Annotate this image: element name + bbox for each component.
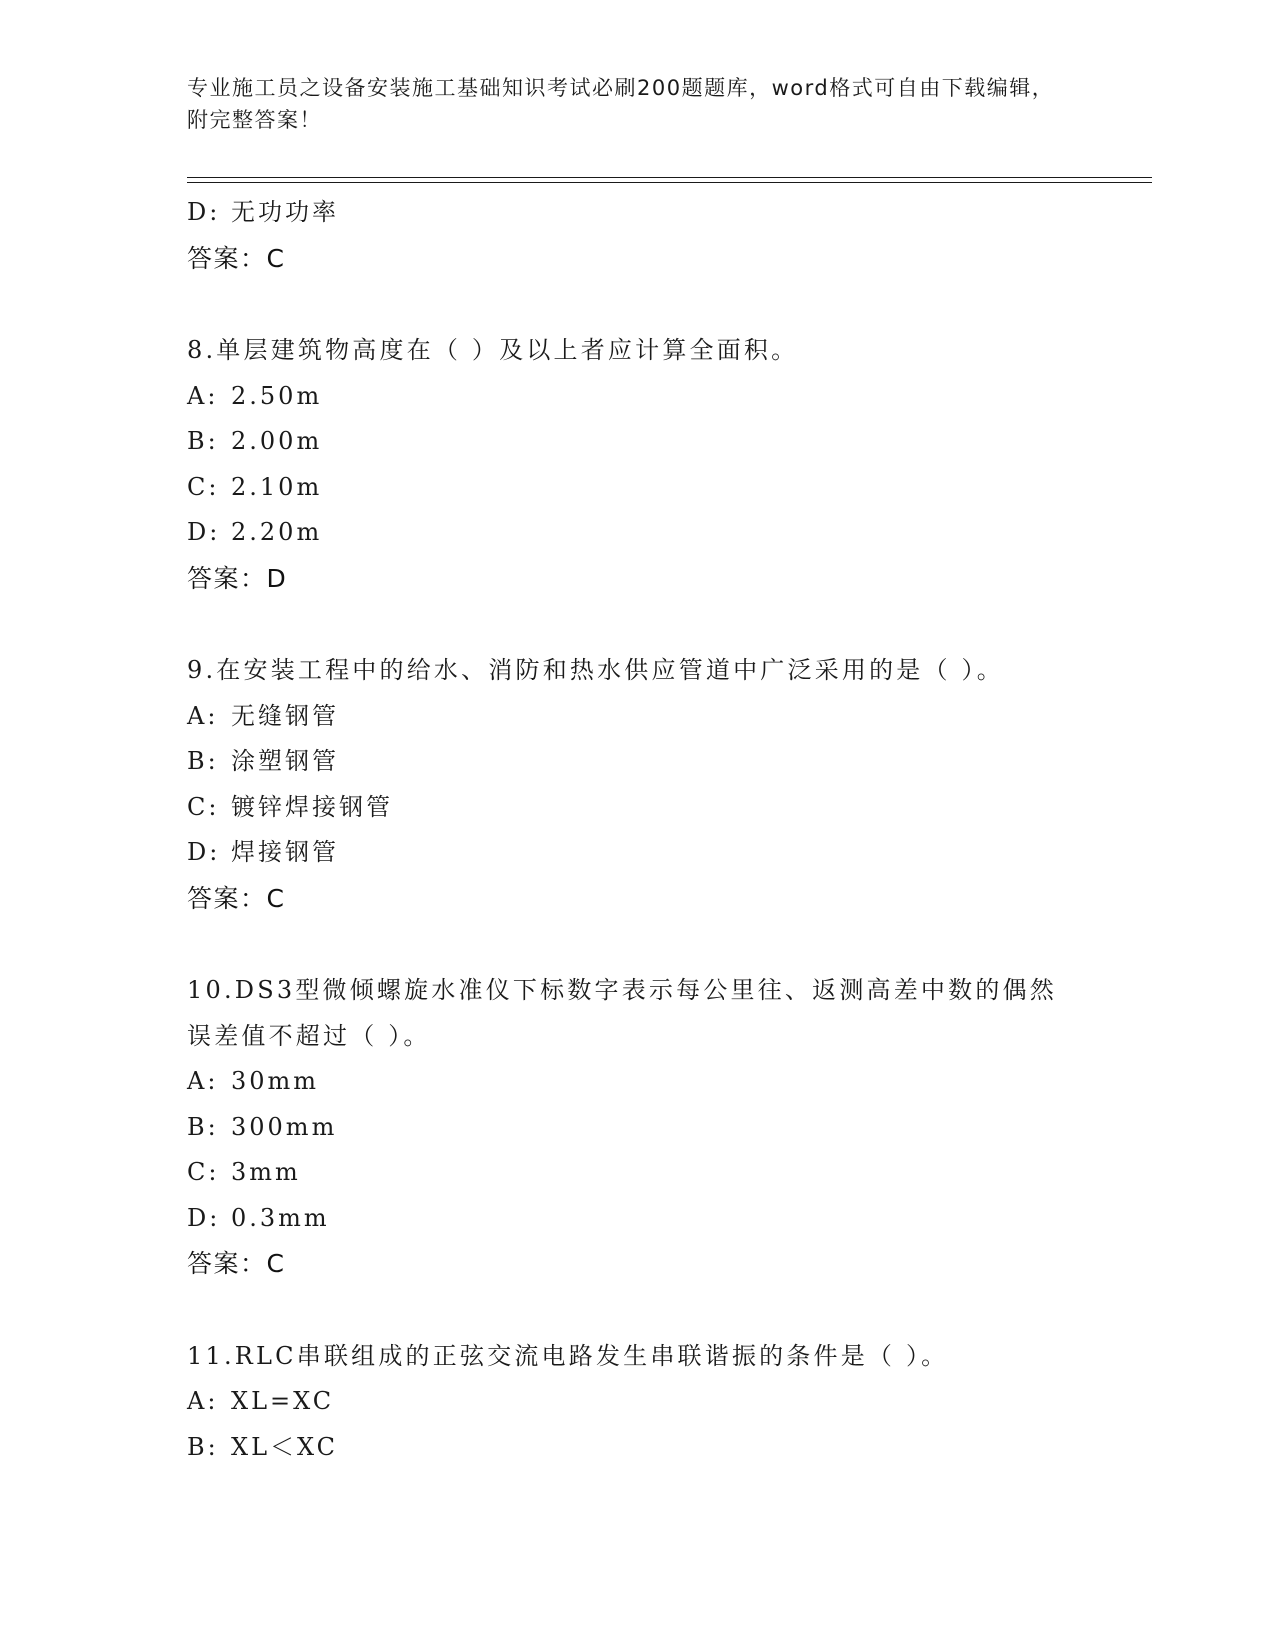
option-label: A: bbox=[187, 701, 219, 730]
question-list bbox=[187, 190, 1087, 1470]
option-label: B: bbox=[187, 427, 219, 455]
option-c bbox=[187, 785, 1087, 831]
option-text: 无缝钢管 bbox=[231, 701, 339, 730]
option-label: C: bbox=[187, 1158, 220, 1186]
option-label: D: bbox=[187, 1203, 221, 1232]
option-label: C: bbox=[187, 472, 220, 501]
option-c bbox=[187, 1150, 1087, 1196]
option-text: 300mm bbox=[231, 1112, 338, 1141]
option-label: D: bbox=[187, 838, 221, 866]
option-text: 焊接钢管 bbox=[231, 838, 339, 866]
option-label: A: bbox=[187, 381, 219, 410]
option-d bbox=[187, 830, 1087, 876]
answer-line: 答案：C bbox=[187, 883, 286, 913]
option-b bbox=[187, 1105, 1087, 1151]
option-text: 0.3mm bbox=[231, 1203, 330, 1232]
option-b bbox=[187, 419, 1087, 465]
question-title: 8.单层建筑物高度在（ ）及以上者应计算全面积。 bbox=[187, 336, 799, 364]
option-label: B: bbox=[187, 747, 219, 775]
option-a bbox=[187, 1059, 1087, 1105]
question-item bbox=[187, 328, 1087, 601]
option-label: B: bbox=[187, 1432, 219, 1461]
option-c bbox=[187, 465, 1087, 511]
header-divider-bottom bbox=[187, 182, 1152, 183]
option-label: A: bbox=[187, 1067, 219, 1095]
answer-line: 答案：C bbox=[187, 243, 286, 273]
option-text: 2.20m bbox=[231, 518, 323, 546]
option-text: XL＜XC bbox=[231, 1432, 339, 1461]
option-text: 2.10m bbox=[231, 472, 323, 501]
answer-line: 答案：D bbox=[187, 563, 288, 593]
option-text: 3mm bbox=[231, 1158, 301, 1186]
option-d bbox=[187, 190, 1087, 236]
option-label: C: bbox=[187, 792, 220, 821]
header-divider-top bbox=[187, 177, 1152, 178]
option-text: 无功功率 bbox=[231, 198, 339, 226]
option-d bbox=[187, 1196, 1087, 1242]
option-text: 2.00m bbox=[231, 427, 323, 455]
option-a bbox=[187, 374, 1087, 420]
option-label: D: bbox=[187, 198, 221, 226]
option-label: D: bbox=[187, 518, 221, 546]
question-title: 11.RLC串联组成的正弦交流电路发生串联谐振的条件是（ ）。 bbox=[187, 1341, 949, 1370]
question-title: 9.在安装工程中的给水、消防和热水供应管道中广泛采用的是（ ）。 bbox=[187, 656, 1004, 684]
document-header: 专业施工员之设备安装施工基础知识考试必刷200题题库，word格式可自由下载编辑，附完整答案！ bbox=[187, 76, 1055, 132]
option-a bbox=[187, 694, 1087, 740]
answer-line: 答案：C bbox=[187, 1249, 286, 1278]
option-text: 2.50m bbox=[231, 381, 323, 410]
option-text: 30mm bbox=[231, 1067, 320, 1095]
option-d bbox=[187, 510, 1087, 556]
option-b bbox=[187, 739, 1087, 785]
option-a bbox=[187, 1379, 1087, 1425]
option-b bbox=[187, 1425, 1087, 1471]
question-title: 10.DS3型微倾螺旋水准仪下标数字表示每公里往、返测高差中数的偶然误差值不超过（ ）。 bbox=[187, 976, 1057, 1050]
option-label: B: bbox=[187, 1112, 219, 1141]
option-label: A: bbox=[187, 1387, 219, 1415]
question-item bbox=[187, 968, 1087, 1287]
option-text: XL=XC bbox=[231, 1387, 335, 1415]
option-text: 镀锌焊接钢管 bbox=[231, 792, 393, 821]
option-text: 涂塑钢管 bbox=[231, 747, 339, 775]
question-item bbox=[187, 1334, 1087, 1471]
question-item bbox=[187, 648, 1087, 921]
